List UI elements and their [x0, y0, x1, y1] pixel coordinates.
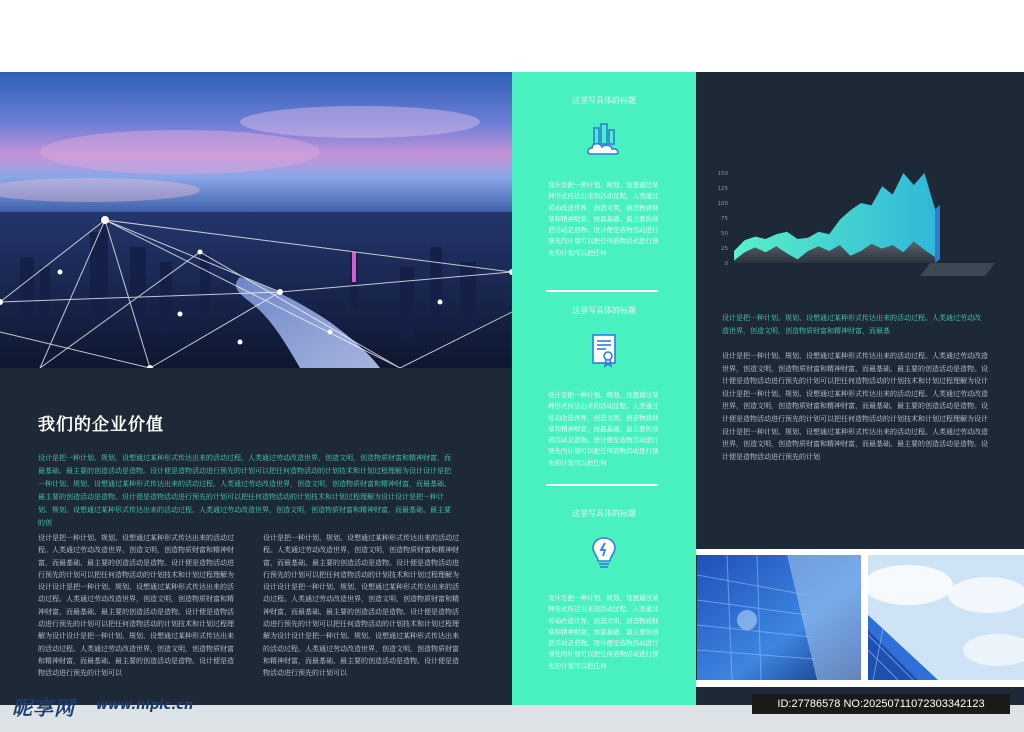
site-url: www.nipic.cn [96, 698, 194, 713]
section-body: 设计是把一种计划、规划、设想通过某种形式传达出来的活动过程。人类通过劳动改造世界，创造文明，创造物质财富和精神财富，而最基础、最主要的创造活动是造物。设计便是造物活动进行预先的计划可以把任何造物活动进行预先的计划可以把任何 [548, 594, 659, 670]
image-id-label: ID:27786578 NO:20250711072303342123 [752, 694, 1010, 714]
section-body: 设计是把一种计划、规划、设想通过某种形式传达出来的活动过程。人类通过劳动改造世界，创造文明，创造物质财富和精神财富，而最基础、最主要的创造活动是造物。设计便是造物活动进行预先的计划可以把任何造物活动进行预先的计划可以把任何 [548, 181, 659, 257]
body-column-2: 设计是把一种计划、规划、设想通过某种形式传达出来的活动过程。人类通过劳动改造世界，创造文明，创造物质财富和精神财富，而最基础、最主要的创造活动是造物。设计便是造物活动进行预先的计划可以把任何造物活动的计划技术和计划过程理解为设计设计是把一种计划、规划、设想通过某种形式传达出来的活动过程。人类通过劳动改造世界，创造文明，创造物质财富和精神财富，而最基础、最主要的创造活动是造物。设计便是造物活动进行预先的计划可以把任何造物活动的计划技术和计划过程理解为设计设计是把一种计划、规划、设想通过某种形式传达出来的活动过程。人类通过劳动改造世界，创造文明，创造物质财富和精神财富，而最基础、最主要的创造活动是造物。设计便是造物活动进行预先的计划可以 [263, 534, 459, 678]
section-title: 这里写具体的标题 [572, 96, 636, 105]
y-tick-label: 100 [717, 201, 728, 207]
feature-section-1 [512, 95, 696, 259]
lightbulb-icon [584, 533, 624, 573]
y-tick-label: 25 [721, 246, 728, 252]
y-tick-label: 0 [724, 261, 728, 267]
area-chart [710, 150, 1005, 290]
skyscraper-sky-photo [868, 555, 1024, 680]
body-column-1: 设计是把一种计划、规划、设想通过某种形式传达出来的活动过程。人类通过劳动改造世界，创造文明，创造物质财富和精神财富，而最基础、最主要的创造活动是造物。设计便是造物活动进行预先的计划可以把任何造物活动的计划技术和计划过程理解为设计设计是把一种计划、规划、设想通过某种形式传达出来的活动过程。人类通过劳动改造世界，创造文明，创造物质财富和精神财富，而最基础、最主要的创造活动是造物。设计便是造物活动进行预先的计划可以把任何造物活动的计划技术和计划过程理解为设计设计是把一种计划、规划、设想通过某种形式传达出来的活动过程。人类通过劳动改造世界，创造文明，创造物质财富和精神财富，而最基础、最主要的创造活动是造物。设计便是造物活动进行预先的计划可以 [38, 534, 234, 678]
section-divider [546, 484, 658, 486]
chart-floor [920, 263, 995, 276]
photo-frame-bottom [696, 680, 1024, 687]
cloud-city-icon [584, 120, 624, 160]
highlight-paragraph: 设计是把一种计划、规划、设想通过某种形式传达出来的活动过程。人类通过劳动改造世界，创造文明，创造物质财富和精神财富，而最基 [722, 314, 981, 335]
photo-divider [861, 555, 868, 680]
series-side-face [935, 205, 940, 263]
section-title: 这里写具体的标题 [572, 509, 636, 518]
feature-section-2 [512, 305, 696, 469]
feature-section-3 [512, 508, 696, 672]
section-body: 设计是把一种计划、规划、设想通过某种形式传达出来的活动过程。人类通过劳动改造世界，创造文明，创造物质财富和精神财富，而最基础、最主要的创造活动是造物。设计便是造物活动进行预先的计划可以把任何造物活动进行预先的计划可以把任何 [548, 391, 659, 467]
intro-paragraph: 设计是把一种计划、规划、设想通过某种形式传达出来的活动过程。人类通过劳动改造世界，创造文明，创造物质财富和精神财富，而最基础、最主要的创造活动是造物。设计便是造物活动进行预先的计划可以把任何造物活动的计划技术和计划过程理解为设计设计是把一种计划、规划、设想通过某种形式传达出来的活动过程。人类通过劳动改造世界，创造文明，创造物质财富和精神财富，而最基础、最主要的创造活动是造物。设计便是造物活动进行预先的计划可以把任何造物活动的计划技术和计划过程理解为设计设计是把一种计划、规划、设想通过某种形式传达出来的活动过程。人类通过劳动改造世界，创造文明，创造物质财富和精神财富，而最基础、最主要的创 [38, 454, 451, 527]
body-paragraph: 设计是把一种计划、规划、设想通过某种形式传达出来的活动过程。人类通过劳动改造世界，创造文明，创造物质财富和精神财富，而最基础、最主要的创造活动是造物。设计便是造物活动进行预先的计划可以把任何造物活动的计划技术和计划过程理解为设计设计是把一种计划、规划、设想通过某种形式传达出来的活动过程。人类通过劳动改造世界，创造文明，创造物质财富和精神财富，而最基础、最主要的创造活动是造物。设计便是造物活动进行预先的计划可以把任何造物活动的计划技术和计划过程理解为设计设计是把一种计划、规划、设想通过某种形式传达出来的活动过程。人类通过劳动改造世界，创造文明，创造物质财富和精神财富，而最基础、最主要的创造活动是造物。设计便是造物活动进行预先的计划 [722, 352, 988, 461]
y-tick-label: 50 [721, 231, 728, 237]
page-title: 我们的企业价值 [38, 415, 164, 435]
y-tick-label: 125 [717, 186, 728, 192]
section-title: 这里写具体的标题 [572, 306, 636, 315]
glass-building-photo [697, 555, 861, 680]
y-tick-label: 75 [721, 216, 728, 222]
certificate-icon [584, 330, 624, 370]
city-network-photo [0, 72, 512, 368]
site-logo: 昵享网 [12, 696, 75, 720]
y-tick-label: 150 [717, 171, 728, 177]
section-divider [546, 290, 658, 292]
